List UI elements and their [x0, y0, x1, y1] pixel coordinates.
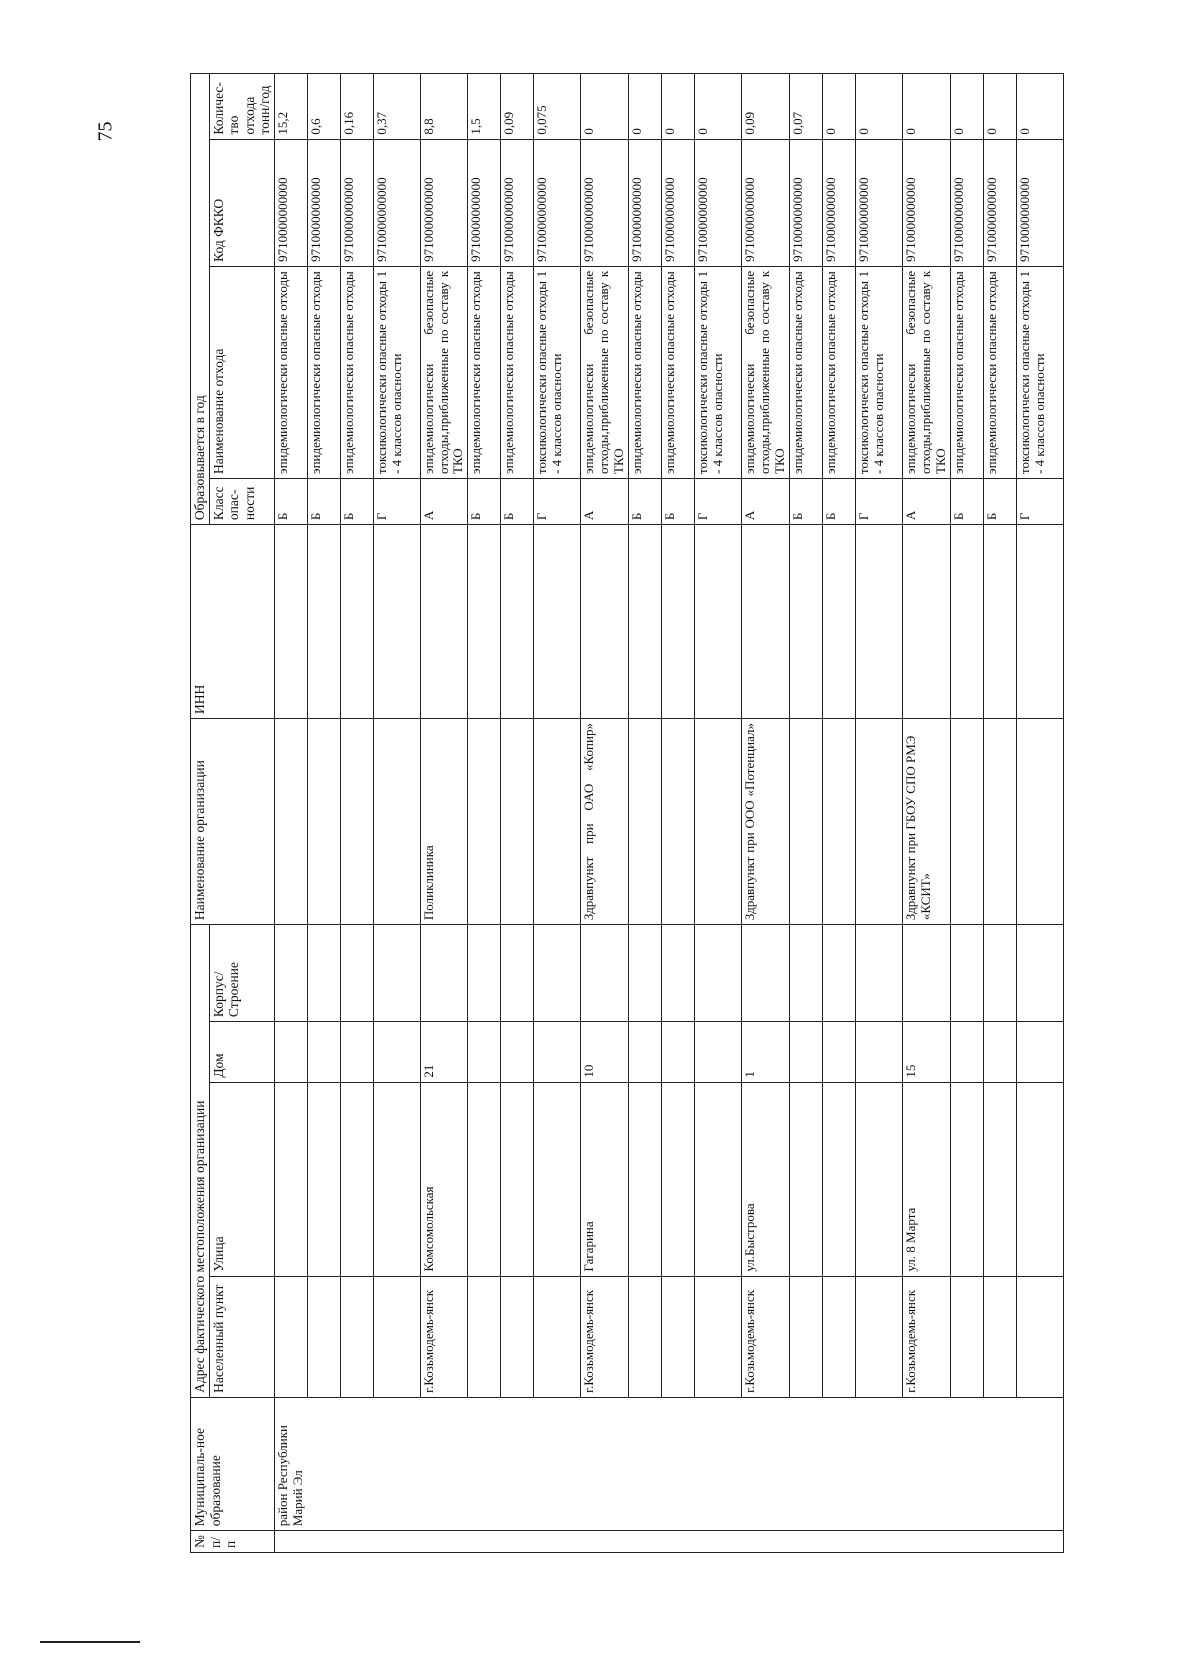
street-cell [695, 1082, 742, 1276]
quantity-cell: 0 [983, 74, 1016, 140]
hazard-class-cell: Б [340, 479, 373, 525]
building-cell [501, 925, 534, 1022]
fkko-code-cell: 9710000000000 [790, 139, 823, 266]
table-row [373, 74, 420, 1553]
hazard-class-cell: Б [983, 479, 1016, 525]
org-name-cell [983, 719, 1016, 925]
inn-cell [340, 525, 373, 719]
house-cell [340, 1022, 373, 1083]
street-cell [274, 1082, 307, 1276]
hazard-class-cell: Б [468, 479, 501, 525]
table-row [581, 74, 629, 1553]
table-row [274, 74, 307, 1553]
header-street: Улица [209, 1082, 274, 1276]
street-cell [373, 1082, 420, 1276]
inn-cell [274, 525, 307, 719]
quantity-cell: 0,37 [373, 74, 420, 140]
waste-name-cell: эпидемиологически безопасные отходы,приближенные по составу к ТКО [903, 266, 951, 478]
hazard-class-cell: Б [501, 479, 534, 525]
waste-name-cell: эпидемиологически безопасные отходы,приближенные по составу к ТКО [581, 266, 629, 478]
hazard-class-cell: Б [662, 479, 695, 525]
inn-cell [501, 525, 534, 719]
table-row [983, 74, 1016, 1553]
building-cell [950, 925, 983, 1022]
row-number-cell [274, 1531, 1063, 1553]
org-name-cell: Здравпункт при ООО «Потенциал» [742, 719, 790, 925]
quantity-cell: 0 [695, 74, 742, 140]
building-cell [823, 925, 856, 1022]
quantity-cell: 0 [662, 74, 695, 140]
municipality-cell: район Республики Марий Эл [274, 1397, 1063, 1530]
waste-name-cell: токсикологически опасные отходы 1 - 4 классов опасности [534, 266, 581, 478]
org-name-cell [790, 719, 823, 925]
quantity-cell: 0 [903, 74, 951, 140]
inn-cell [1016, 525, 1063, 719]
table-row [340, 74, 373, 1553]
fkko-code-cell: 9710000000000 [581, 139, 629, 266]
locality-cell [468, 1276, 501, 1397]
building-cell [373, 925, 420, 1022]
fkko-code-cell: 9710000000000 [274, 139, 307, 266]
header-generated-group: Образовывается в год [191, 74, 210, 525]
street-cell [662, 1082, 695, 1276]
building-cell [790, 925, 823, 1022]
inn-cell [983, 525, 1016, 719]
street-cell [629, 1082, 662, 1276]
fkko-code-cell: 9710000000000 [468, 139, 501, 266]
quantity-cell: 0 [950, 74, 983, 140]
house-cell [274, 1022, 307, 1083]
fkko-code-cell: 9710000000000 [823, 139, 856, 266]
header-waste-name: Наименование отхода [209, 266, 274, 478]
building-cell [274, 925, 307, 1022]
page-number: 75 [94, 121, 117, 142]
inn-cell [420, 525, 468, 719]
quantity-cell: 1,5 [468, 74, 501, 140]
hazard-class-cell: Г [1016, 479, 1063, 525]
org-name-cell [534, 719, 581, 925]
table-row [629, 74, 662, 1553]
waste-registry-table [190, 73, 1064, 1553]
building-cell [468, 925, 501, 1022]
hazard-class-cell: Г [373, 479, 420, 525]
table-row [950, 74, 983, 1553]
fkko-code-cell: 9710000000000 [629, 139, 662, 266]
org-name-cell: Поликлиника [420, 719, 468, 925]
inn-cell [468, 525, 501, 719]
header-hazard-class: Класс опас-ности [209, 479, 274, 525]
locality-cell [1016, 1276, 1063, 1397]
waste-name-cell: эпидемиологически безопасные отходы,приближенные по составу к ТКО [742, 266, 790, 478]
inn-cell [950, 525, 983, 719]
quantity-cell: 0 [823, 74, 856, 140]
header-house: Дом [209, 1022, 274, 1083]
house-cell [501, 1022, 534, 1083]
header-org-name: Наименование организации [191, 719, 275, 925]
org-name-cell [629, 719, 662, 925]
org-name-cell [501, 719, 534, 925]
quantity-cell: 0,09 [501, 74, 534, 140]
building-cell [695, 925, 742, 1022]
header-locality: Населенный пункт [209, 1276, 274, 1397]
locality-cell: г.Козьмодемь-янск [903, 1276, 951, 1397]
street-cell: ул.Быстрова [742, 1082, 790, 1276]
quantity-cell: 0 [581, 74, 629, 140]
street-cell [468, 1082, 501, 1276]
inn-cell [742, 525, 790, 719]
quantity-cell: 0,09 [742, 74, 790, 140]
table-row [534, 74, 581, 1553]
locality-cell [340, 1276, 373, 1397]
footer-rule [40, 1641, 140, 1643]
house-cell: 15 [903, 1022, 951, 1083]
table-row [662, 74, 695, 1553]
building-cell [420, 925, 468, 1022]
fkko-code-cell: 9710000000000 [1016, 139, 1063, 266]
building-cell [340, 925, 373, 1022]
building-cell [629, 925, 662, 1022]
waste-name-cell: эпидемиологически опасные отходы [983, 266, 1016, 478]
table-row [501, 74, 534, 1553]
quantity-cell: 0,07 [790, 74, 823, 140]
waste-name-cell: эпидемиологически безопасные отходы,приближенные по составу к ТКО [420, 266, 468, 478]
header-num: № п/п [191, 1531, 275, 1553]
inn-cell [856, 525, 903, 719]
locality-cell [501, 1276, 534, 1397]
street-cell [534, 1082, 581, 1276]
header-inn: ИНН [191, 525, 275, 719]
locality-cell: г.Козьмодемь-янск [581, 1276, 629, 1397]
org-name-cell [468, 719, 501, 925]
fkko-code-cell: 9710000000000 [903, 139, 951, 266]
hazard-class-cell: Г [534, 479, 581, 525]
table-row [790, 74, 823, 1553]
table-row [903, 74, 951, 1553]
header-building: Корпус/ Строение [209, 925, 274, 1022]
house-cell [307, 1022, 340, 1083]
header-municipality: Муниципаль-ное образование [191, 1397, 275, 1530]
inn-cell [629, 525, 662, 719]
locality-cell [307, 1276, 340, 1397]
inn-cell [581, 525, 629, 719]
locality-cell [373, 1276, 420, 1397]
building-cell [581, 925, 629, 1022]
hazard-class-cell: Б [307, 479, 340, 525]
inn-cell [534, 525, 581, 719]
waste-name-cell: эпидемиологически опасные отходы [823, 266, 856, 478]
inn-cell [823, 525, 856, 719]
street-cell [501, 1082, 534, 1276]
registry-body [274, 74, 1063, 1553]
house-cell [629, 1022, 662, 1083]
house-cell [1016, 1022, 1063, 1083]
org-name-cell [823, 719, 856, 925]
org-name-cell [373, 719, 420, 925]
inn-cell [373, 525, 420, 719]
street-cell [983, 1082, 1016, 1276]
registry-table-container [190, 73, 1070, 1553]
street-cell: Комсомольская [420, 1082, 468, 1276]
fkko-code-cell: 9710000000000 [695, 139, 742, 266]
inn-cell [903, 525, 951, 719]
waste-name-cell: эпидемиологически опасные отходы [468, 266, 501, 478]
street-cell [340, 1082, 373, 1276]
fkko-code-cell: 9710000000000 [340, 139, 373, 266]
fkko-code-cell: 9710000000000 [420, 139, 468, 266]
quantity-cell: 0,075 [534, 74, 581, 140]
table-row [468, 74, 501, 1553]
hazard-class-cell: Г [856, 479, 903, 525]
fkko-code-cell: 9710000000000 [856, 139, 903, 266]
hazard-class-cell: А [742, 479, 790, 525]
building-cell [307, 925, 340, 1022]
quantity-cell: 8,8 [420, 74, 468, 140]
org-name-cell: Здравпункт при ОАО «Копир» [581, 719, 629, 925]
street-cell: ул. 8 Марта [903, 1082, 951, 1276]
building-cell [856, 925, 903, 1022]
locality-cell: г.Козьмодемь-янск [420, 1276, 468, 1397]
header-address-group: Адрес фактического местоположения организации [191, 925, 210, 1398]
table-row [307, 74, 340, 1553]
house-cell [662, 1022, 695, 1083]
quantity-cell: 15,2 [274, 74, 307, 140]
fkko-code-cell: 9710000000000 [983, 139, 1016, 266]
house-cell [856, 1022, 903, 1083]
waste-name-cell: токсикологически опасные отходы 1 - 4 классов опасности [856, 266, 903, 478]
street-cell: Гагарина [581, 1082, 629, 1276]
org-name-cell [950, 719, 983, 925]
org-name-cell: Здравпункт при ГБОУ СПО РМЭ «КСИТ» [903, 719, 951, 925]
hazard-class-cell: Б [790, 479, 823, 525]
street-cell [856, 1082, 903, 1276]
building-cell [662, 925, 695, 1022]
street-cell [1016, 1082, 1063, 1276]
waste-name-cell: эпидемиологически опасные отходы [307, 266, 340, 478]
quantity-cell: 0,6 [307, 74, 340, 140]
house-cell [534, 1022, 581, 1083]
locality-cell [662, 1276, 695, 1397]
locality-cell [695, 1276, 742, 1397]
waste-name-cell: токсикологически опасные отходы 1 - 4 классов опасности [695, 266, 742, 478]
house-cell [468, 1022, 501, 1083]
table-row [823, 74, 856, 1553]
locality-cell: г.Козьмодемь-янск [742, 1276, 790, 1397]
locality-cell [790, 1276, 823, 1397]
waste-name-cell: эпидемиологически опасные отходы [340, 266, 373, 478]
waste-name-cell: эпидемиологически опасные отходы [950, 266, 983, 478]
quantity-cell: 0 [1016, 74, 1063, 140]
waste-name-cell: эпидемиологически опасные отходы [662, 266, 695, 478]
org-name-cell [340, 719, 373, 925]
table-row [420, 74, 468, 1553]
org-name-cell [274, 719, 307, 925]
house-cell: 21 [420, 1022, 468, 1083]
waste-name-cell: эпидемиологически опасные отходы [501, 266, 534, 478]
hazard-class-cell: Б [629, 479, 662, 525]
hazard-class-cell: Б [823, 479, 856, 525]
waste-name-cell: токсикологически опасные отходы 1 - 4 классов опасности [1016, 266, 1063, 478]
org-name-cell [307, 719, 340, 925]
org-name-cell [1016, 719, 1063, 925]
inn-cell [307, 525, 340, 719]
table-row [742, 74, 790, 1553]
house-cell [823, 1022, 856, 1083]
building-cell [903, 925, 951, 1022]
hazard-class-cell: Г [695, 479, 742, 525]
locality-cell [983, 1276, 1016, 1397]
quantity-cell: 0 [629, 74, 662, 140]
house-cell [950, 1022, 983, 1083]
table-row [856, 74, 903, 1553]
street-cell [307, 1082, 340, 1276]
fkko-code-cell: 9710000000000 [501, 139, 534, 266]
house-cell [695, 1022, 742, 1083]
quantity-cell: 0,16 [340, 74, 373, 140]
quantity-cell: 0 [856, 74, 903, 140]
street-cell [823, 1082, 856, 1276]
table-row [695, 74, 742, 1553]
locality-cell [950, 1276, 983, 1397]
fkko-code-cell: 9710000000000 [950, 139, 983, 266]
hazard-class-cell: А [581, 479, 629, 525]
waste-name-cell: эпидемиологически опасные отходы [790, 266, 823, 478]
header-fkko: Код ФККО [209, 139, 274, 266]
table-row [1016, 74, 1063, 1553]
street-cell [790, 1082, 823, 1276]
street-cell [950, 1082, 983, 1276]
hazard-class-cell: Б [274, 479, 307, 525]
fkko-code-cell: 9710000000000 [534, 139, 581, 266]
waste-name-cell: токсикологически опасные отходы 1 - 4 классов опасности [373, 266, 420, 478]
fkko-code-cell: 9710000000000 [373, 139, 420, 266]
house-cell: 1 [742, 1022, 790, 1083]
org-name-cell [856, 719, 903, 925]
locality-cell [823, 1276, 856, 1397]
building-cell [534, 925, 581, 1022]
hazard-class-cell: А [903, 479, 951, 525]
house-cell [983, 1022, 1016, 1083]
building-cell [983, 925, 1016, 1022]
org-name-cell [695, 719, 742, 925]
locality-cell [629, 1276, 662, 1397]
fkko-code-cell: 9710000000000 [662, 139, 695, 266]
waste-name-cell: эпидемиологически опасные отходы [274, 266, 307, 478]
building-cell [742, 925, 790, 1022]
house-cell: 10 [581, 1022, 629, 1083]
waste-name-cell: эпидемиологически опасные отходы [629, 266, 662, 478]
org-name-cell [662, 719, 695, 925]
inn-cell [695, 525, 742, 719]
building-cell [1016, 925, 1063, 1022]
inn-cell [662, 525, 695, 719]
locality-cell [274, 1276, 307, 1397]
locality-cell [534, 1276, 581, 1397]
fkko-code-cell: 9710000000000 [742, 139, 790, 266]
inn-cell [790, 525, 823, 719]
hazard-class-cell: Б [950, 479, 983, 525]
house-cell [790, 1022, 823, 1083]
locality-cell [856, 1276, 903, 1397]
house-cell [373, 1022, 420, 1083]
fkko-code-cell: 9710000000000 [307, 139, 340, 266]
header-quantity: Количес-тво отхода тонн/год [209, 74, 274, 140]
hazard-class-cell: А [420, 479, 468, 525]
